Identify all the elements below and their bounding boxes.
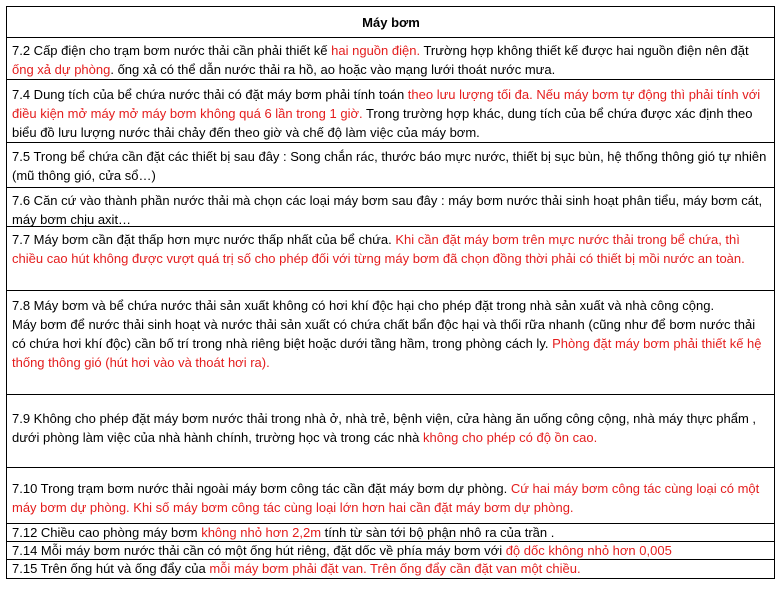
body-text: Trong trường hợp khác, dung tích của bể chứa được xác định theo biểu đồ lưu lượng nước thải chảy đến theo giờ và chế độ làm việc của máy bơm. — [12, 106, 753, 140]
table-row — [7, 143, 775, 188]
body-text: 7.10 Trong trạm bơm nước thải ngoài máy bơm công tác cần đặt máy bơm dự phòng. — [12, 481, 511, 496]
body-text: 7.5 Trong bể chứa cần đặt các thiết bị sau đây : Song chắn rác, thước báo mực nước, thiết bị sục bùn, hệ thống thông gió tự nhiên (mũ thông gió, cửa sổ…) — [12, 149, 767, 183]
highlighted-text: không nhỏ hơn 2,2m — [201, 525, 322, 540]
body-text: 7.12 Chiều cao phòng máy bơm — [12, 525, 202, 540]
table-row — [7, 80, 775, 143]
table-row — [7, 38, 775, 80]
table-row — [7, 188, 775, 227]
body-text: . ống xả có thể dẫn nước thải ra hồ, ao hoặc vào mạng lưới thoát nước mưa. — [110, 62, 556, 77]
table-row — [7, 227, 775, 291]
table-row — [7, 468, 775, 524]
body-text: 7.2 Cấp điện cho trạm bơm nước thải cần phải thiết kế — [12, 43, 332, 58]
table-row — [7, 560, 775, 579]
body-text: 7.7 Máy bơm cần đặt thấp hơn mực nước thấp nhất của bể chứa. — [12, 232, 396, 247]
body-text: Trường hợp không thiết kế được hai nguồn điện nên đặt — [420, 43, 749, 58]
table-row — [7, 524, 775, 542]
highlighted-text: ống xả dự phòng — [12, 62, 111, 77]
body-text: 7.9 Không cho phép đặt máy bơm nước thải trong nhà ở, nhà trẻ, bệnh viện, cửa hàng ăn uống công cộng, nhà máy thực phẩm , dưới phòng làm việc của nhà hành chính, trường học và trong các nhà — [12, 411, 757, 445]
highlighted-text: theo lưu lượng tối đa. Nếu máy bơm tự động thì phải tính với điều kiện mở máy mở máy bơm không quá 6 lần trong 1 giờ. — [12, 87, 761, 121]
highlighted-text: mỗi máy bơm phải đặt van. Trên ống đẩy cần đặt van một chiều. — [209, 561, 581, 576]
pump-requirements-table — [6, 6, 775, 579]
body-text: 7.14 Mỗi máy bơm nước thải cần có một ống hút riêng, đặt dốc về phía máy bơm với — [12, 543, 506, 558]
body-text: 7.6 Căn cứ vào thành phần nước thải mà chọn các loại máy bơm sau đây : máy bơm nước thải sinh hoạt phân tiểu, máy bơm cát, máy bơm chịu axit… — [12, 193, 763, 227]
table-row — [7, 291, 775, 395]
table-row — [7, 395, 775, 468]
body-text: 7.4 Dung tích của bể chứa nước thải có đặt máy bơm phải tính toán — [12, 87, 408, 102]
highlighted-text: hai nguồn điện. — [331, 43, 421, 58]
body-text: 7.15 Trên ống hút và ống đẩy của — [12, 561, 210, 576]
highlighted-text: không cho phép có độ ồn cao. — [422, 430, 598, 445]
table-title: Máy bơm — [7, 7, 775, 38]
body-text: Máy bơm để nước thải sinh hoạt và nước thải sản xuất có chứa chất bẩn độc hại và thối rữa nhanh (cũng như để bơm nước thải có chứa hơi khí độc) cần bố trí trong nhà riêng biệt hoặc dưới tầng hầm, trong phòng cách ly. — [12, 317, 756, 351]
highlighted-text: Khi cần đặt máy bơm trên mực nước thải trong bể chứa, thì chiều cao hút không được vượt quá trị số cho phép đối với từng máy bơm đã chọn đồng thời phải có thiết bị mồi nước an toàn. — [12, 232, 745, 266]
body-text: tính từ sàn tới bộ phận nhô ra của trần . — [321, 525, 555, 540]
body-text: 7.8 Máy bơm và bể chứa nước thải sản xuất không có hơi khí độc hại cho phép đặt trong nhà sản xuất và nhà công cộng. — [12, 298, 715, 313]
highlighted-text: Phòng đặt máy bơm phải thiết kế hệ thống thông gió (hút hơi vào và thoát hơi ra). — [12, 336, 762, 370]
table-row — [7, 542, 775, 560]
highlighted-text: độ dốc không nhỏ hơn 0,005 — [505, 543, 672, 558]
highlighted-text: Cứ hai máy bơm công tác cùng loại có một máy bơm dự phòng. Khi số máy bơm công tác cùng loại lớn hơn hai cần đặt máy bơm dự phòng. — [12, 481, 760, 515]
